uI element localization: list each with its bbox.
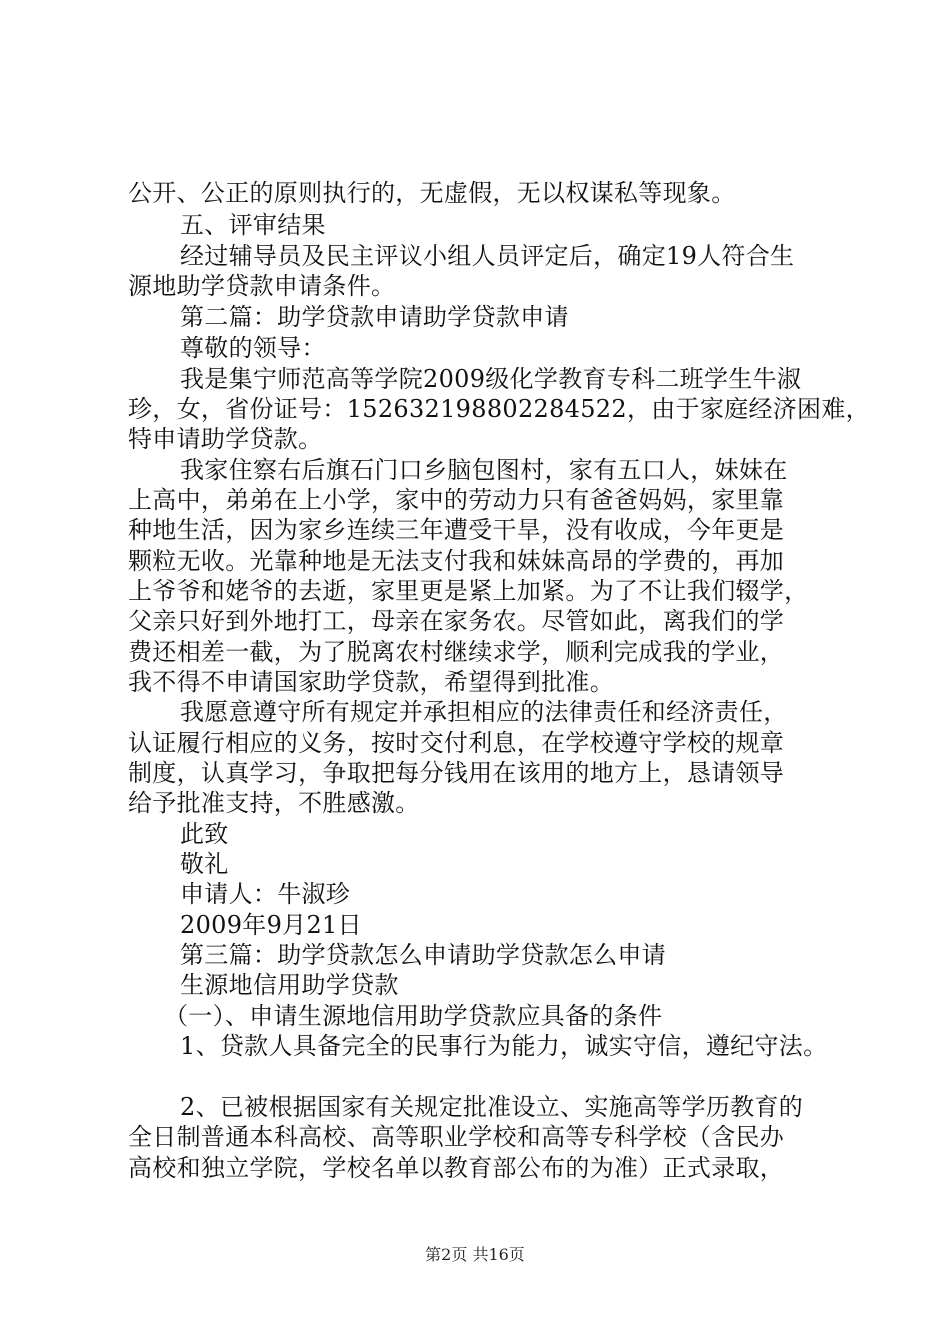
text-line-7: 我是集宁师范高等学院2009级化学教育专科二班学生牛淑 xyxy=(180,365,802,393)
text-line-17: 我不得不申请国家助学贷款，希望得到批准。 xyxy=(128,668,614,696)
text-line-1: 公开、公正的原则执行的，无虚假，无以权谋私等现象。 xyxy=(128,179,736,207)
salutation: 尊敬的领导： xyxy=(180,334,326,362)
text-line-18: 我愿意遵守所有规定并承担相应的法律责任和经济责任， xyxy=(180,698,788,726)
text-line-31: 全日制普通本科高校、高等职业学校和高等专科学校（含民办 xyxy=(128,1123,785,1151)
closing-jingli: 敬礼 xyxy=(180,850,229,878)
text-line-12: 种地生活，因为家乡连续三年遭受干旱，没有收成，今年更是 xyxy=(128,516,785,544)
text-line-21: 给予批准支持，不胜感激。 xyxy=(128,789,420,817)
text-line-14: 上爷爷和姥爷的去逝，家里更是紧上加紧。为了不让我们辍学， xyxy=(128,577,809,605)
text-line-15: 父亲只好到外地打工，母亲在家务农。尽管如此，离我们的学 xyxy=(128,607,785,635)
text-line-32: 高校和独立学院，学校名单以教育部公布的为准）正式录取， xyxy=(128,1154,785,1182)
applicant-signature: 申请人：牛淑珍 xyxy=(180,880,351,908)
section-heading-review-result: 五、评审结果 xyxy=(180,211,326,239)
text-line-8: 珍，女，省份证号：152632198802284522，由于家庭经济困难， xyxy=(128,395,870,423)
text-line-9: 特申请助学贷款。 xyxy=(128,425,323,453)
application-date: 2009年9月21日 xyxy=(180,911,362,939)
text-line-11: 上高中，弟弟在上小学，家中的劳动力只有爸爸妈妈，家里靠 xyxy=(128,486,785,514)
page-number-footer: 第2页 共16页 xyxy=(425,1245,525,1264)
subsection-heading-conditions: （一）、申请生源地信用助学贷款应具备的条件 xyxy=(164,1002,663,1030)
condition-item-1: 1、贷款人具备完全的民事行为能力，诚实守信，遵纪守法。 xyxy=(180,1032,828,1060)
section-heading-loan: 生源地信用助学贷款 xyxy=(180,971,399,999)
text-line-20: 制度，认真学习，争取把每分钱用在该用的地方上，恳请领导 xyxy=(128,759,785,787)
chapter-heading-2: 第二篇：助学贷款申请助学贷款申请 xyxy=(180,303,569,331)
text-line-16: 费还相差一截，为了脱离农村继续求学，顺利完成我的学业， xyxy=(128,638,785,666)
text-line-3: 经过辅导员及民主评议小组人员评定后，确定19人符合生 xyxy=(180,242,795,270)
text-line-13: 颗粒无收。光靠种地是无法支付我和妹妹高昂的学费的，再加 xyxy=(128,547,785,575)
closing-cizhi: 此致 xyxy=(180,820,229,848)
chapter-heading-3: 第三篇：助学贷款怎么申请助学贷款怎么申请 xyxy=(180,941,666,969)
text-line-19: 认证履行相应的义务，按时交付利息，在学校遵守学校的规章 xyxy=(128,729,785,757)
condition-item-2: 2、已被根据国家有关规定批准设立、实施高等学历教育的 xyxy=(180,1093,804,1121)
text-line-4: 源地助学贷款申请条件。 xyxy=(128,272,396,300)
text-line-10: 我家住察右后旗石门口乡脑包图村，家有五口人，妹妹在 xyxy=(180,456,788,484)
